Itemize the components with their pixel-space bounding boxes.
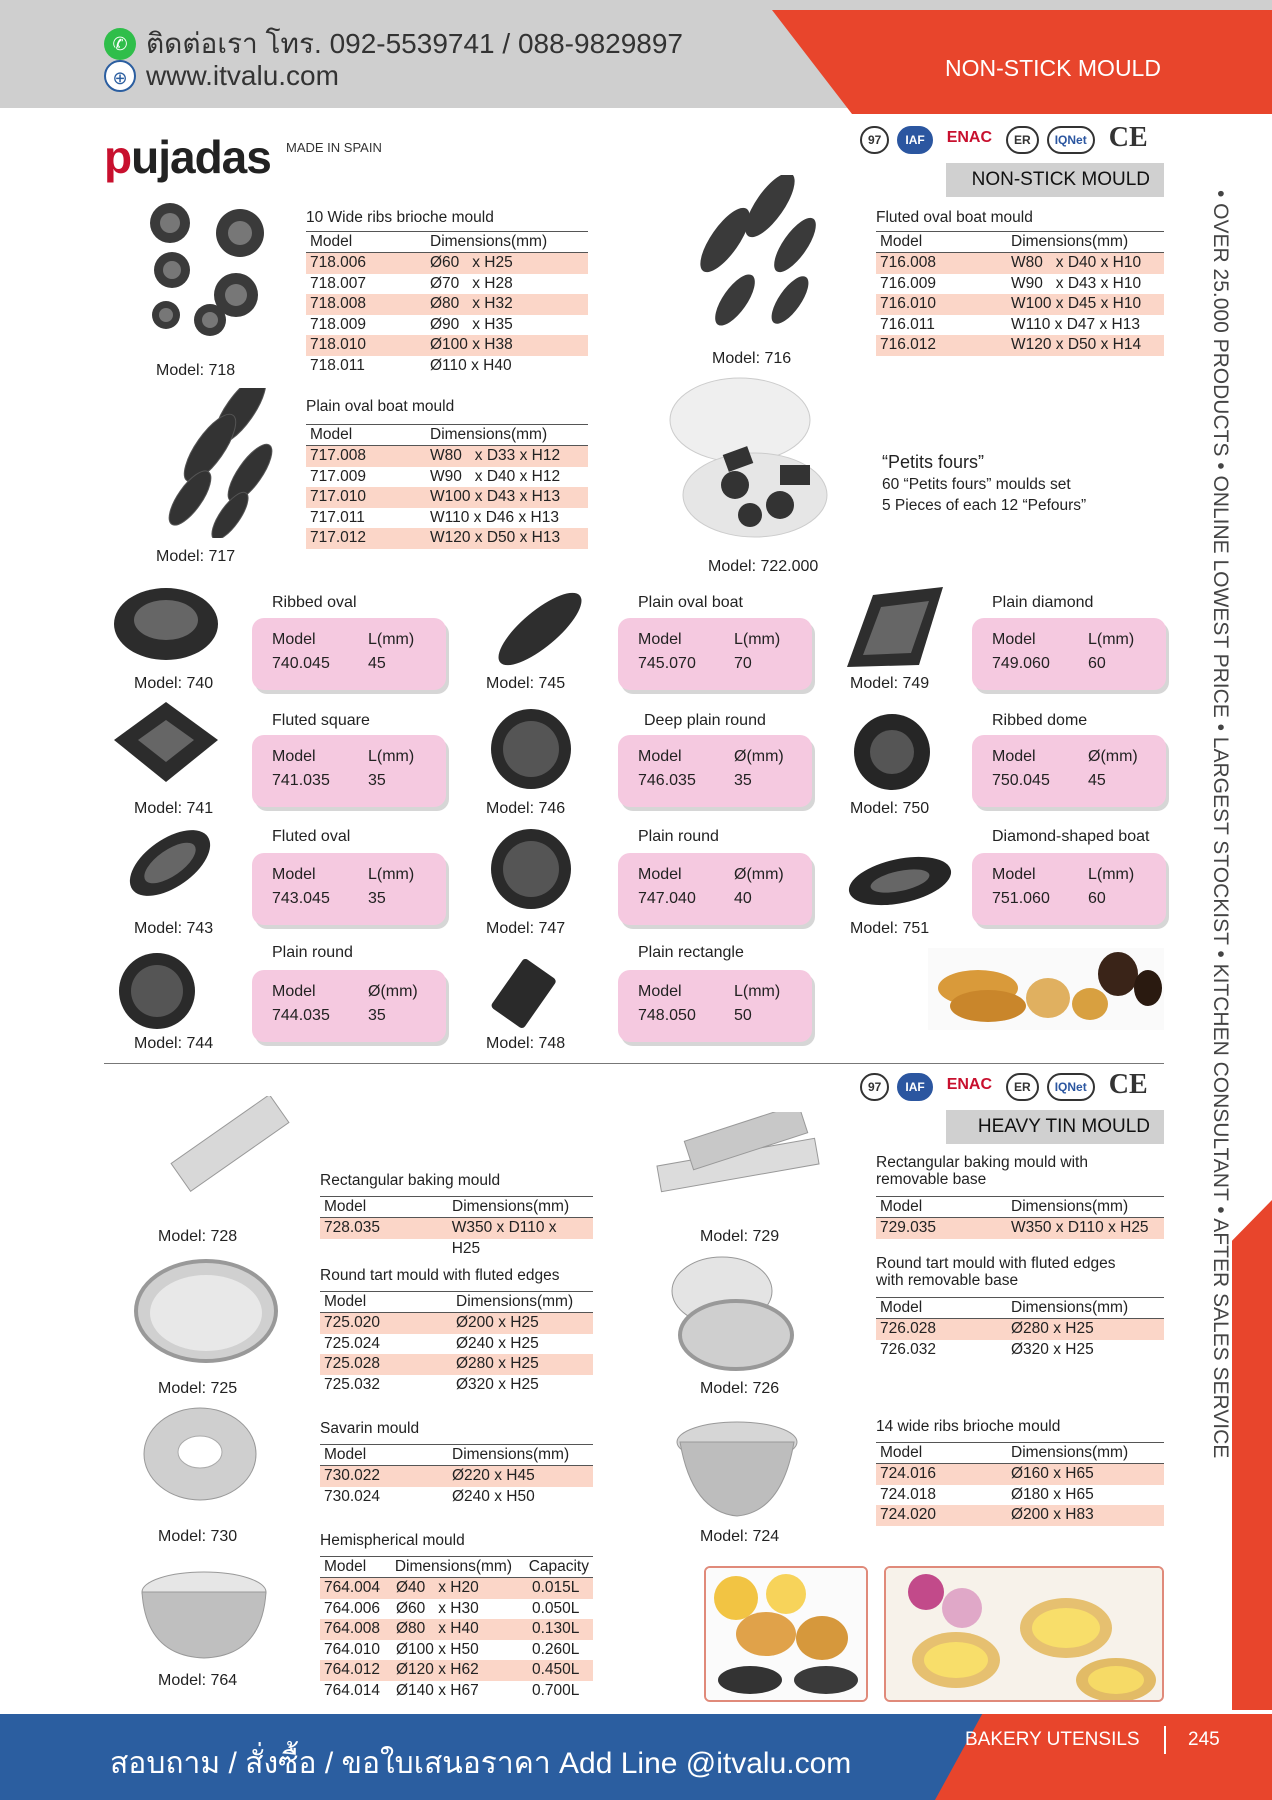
table-row: 716.008 W80 x D40 x H10 <box>876 253 1164 274</box>
table-row: 764.012 Ø120 x H62 0.450L <box>320 1660 593 1681</box>
model-label-726: Model: 726 <box>700 1380 780 1397</box>
table-row: 764.006 Ø60 x H30 0.050L <box>324 1599 580 1617</box>
cert-iqnet-icon: IQNet <box>1047 1073 1095 1101</box>
cert-logos-top <box>860 122 1154 154</box>
cert-97-icon: 97 <box>860 126 889 154</box>
product-724-image <box>672 1412 802 1522</box>
model-label-717: Model: 717 <box>156 548 236 565</box>
product-725-image <box>132 1255 280 1367</box>
mould-card-740: Model L(mm) 740.045 45 <box>252 618 446 690</box>
table-row: 725.028 Ø280 x H25 <box>320 1354 593 1375</box>
section-divider <box>104 1063 1164 1064</box>
card-title: Plain rectangle <box>638 944 744 961</box>
petits-title: “Petits fours” <box>882 452 985 472</box>
product-729-image <box>656 1112 822 1212</box>
table-718 <box>306 209 588 377</box>
product-728-image <box>160 1096 294 1196</box>
model-label-764: Model: 764 <box>158 1672 238 1689</box>
table-row: 764.010 Ø100 x H50 0.260L <box>324 1640 580 1658</box>
table-header: Model Dimensions(mm) <box>876 1442 1164 1464</box>
table-728 <box>320 1172 593 1257</box>
table-title: Savarin mould <box>320 1420 420 1437</box>
product-749-image <box>843 585 949 673</box>
sidebar-slogans: • OVER 25.000 PRODUCTS • ONLINE LOWEST PRICE • LARGEST STOCKIST • KITCHEN CONSULTANT • AFTER SALES SERVICE <box>1209 190 1232 1459</box>
mould-card-747: Model Ø(mm) 747.040 40 <box>618 853 812 925</box>
card-title: Plain diamond <box>992 594 1094 611</box>
table-row: 717.010 W100 x D43 x H13 <box>306 487 588 508</box>
model-label-729: Model: 729 <box>700 1228 780 1245</box>
card-title: Plain round <box>638 828 719 845</box>
card-title: Ribbed oval <box>272 594 357 611</box>
globe-icon: ⊕ <box>104 60 136 92</box>
table-row: 725.032 Ø320 x H25 <box>324 1375 539 1393</box>
model-label-741: Model: 741 <box>134 800 214 817</box>
card-title: Plain oval boat <box>638 594 743 611</box>
table-row: 718.008 Ø80 x H32 <box>306 294 588 315</box>
card-title: Plain round <box>272 944 353 961</box>
table-title: Round tart mould with fluted edges with removable base <box>876 1255 1116 1289</box>
cert-logos-bottom <box>860 1069 1154 1101</box>
card-title: Fluted oval <box>272 828 351 845</box>
table-725 <box>320 1267 593 1395</box>
model-label-751: Model: 751 <box>850 920 930 937</box>
table-row: 726.032 Ø320 x H25 <box>880 1340 1094 1358</box>
cert-ce-icon: CE <box>1103 1073 1154 1101</box>
cert-iaf-icon: IAF <box>897 126 932 154</box>
mould-card-748: Model L(mm) 748.050 50 <box>618 970 812 1042</box>
made-in-label: MADE IN SPAIN <box>286 140 382 155</box>
table-row: 717.011 W110 x D46 x H13 <box>310 508 559 526</box>
model-label-749: Model: 749 <box>850 675 930 692</box>
cert-er-icon: ER <box>1006 126 1039 154</box>
table-title: Rectangular baking mould with removable base <box>876 1154 1088 1188</box>
brand-logo: pujadas <box>104 131 271 183</box>
table-header: Model Dimensions(mm) <box>306 424 588 446</box>
table-title: 10 Wide ribs brioche mould <box>306 209 494 226</box>
table-title: Round tart mould with fluted edges <box>320 1267 560 1284</box>
model-label-748: Model: 748 <box>486 1035 566 1052</box>
table-row: 718.011 Ø110 x H40 <box>310 356 512 374</box>
table-header: Model Dimensions(mm) <box>306 231 588 253</box>
table-title: Hemispherical mould <box>320 1532 465 1549</box>
model-label-718: Model: 718 <box>156 362 236 379</box>
model-label-744: Model: 744 <box>134 1035 214 1052</box>
table-row: 718.007 Ø70 x H28 <box>310 274 513 292</box>
table-row: 724.018 Ø180 x H65 <box>880 1485 1094 1503</box>
table-row: 717.009 W90 x D40 x H12 <box>310 467 561 485</box>
mould-card-743: Model L(mm) 743.045 35 <box>252 853 446 925</box>
table-730 <box>320 1420 593 1507</box>
pastries-photo <box>928 948 1164 1030</box>
table-row: 716.011 W110 x D47 x H13 <box>880 315 1140 333</box>
tartlets-photo-1 <box>704 1566 868 1702</box>
table-row: 764.008 Ø80 x H40 0.130L <box>320 1619 593 1640</box>
table-row: 764.004 Ø40 x H20 0.015L <box>320 1578 593 1599</box>
petits-line1: 60 “Petits fours” moulds set <box>882 476 1071 493</box>
product-744-image <box>112 950 202 1032</box>
table-header: Model Dimensions(mm) <box>320 1444 593 1466</box>
table-title: Fluted oval boat mould <box>876 209 1033 226</box>
product-747-image <box>488 826 574 912</box>
model-label-725: Model: 725 <box>158 1380 238 1397</box>
model-label-722: Model: 722.000 <box>708 558 819 575</box>
product-745-image <box>485 585 595 673</box>
table-header: Model Dimensions(mm) <box>876 1196 1164 1218</box>
model-label-724: Model: 724 <box>700 1528 780 1545</box>
table-716 <box>876 209 1164 356</box>
table-row: 730.022 Ø220 x H45 <box>320 1466 593 1487</box>
model-label-740: Model: 740 <box>134 675 214 692</box>
table-729 <box>876 1154 1164 1239</box>
product-764-image <box>138 1568 270 1660</box>
section-tag-nonstick: NON-STICK MOULD <box>946 163 1164 197</box>
cert-enac-icon: ENAC <box>941 1073 998 1101</box>
table-row: 729.035 W350 x D110 x H25 <box>876 1218 1164 1239</box>
product-722-image <box>655 375 835 555</box>
header-category: NON-STICK MOULD <box>945 55 1161 81</box>
page-number: 245 <box>1188 1729 1220 1750</box>
product-730-image <box>140 1404 260 1504</box>
mould-card-751: Model L(mm) 751.060 60 <box>972 853 1166 925</box>
table-header: Model Dimensions(mm) <box>320 1291 593 1313</box>
footer-separator <box>1164 1726 1166 1754</box>
card-title: Ribbed dome <box>992 712 1088 729</box>
product-748-image <box>490 950 574 1034</box>
table-row: 724.020 Ø200 x H83 <box>876 1505 1164 1526</box>
table-row: 716.009 W90 x D43 x H10 <box>880 274 1142 292</box>
table-row: 716.012 W120 x D50 x H14 <box>876 335 1164 356</box>
mould-card-749: Model L(mm) 749.060 60 <box>972 618 1166 690</box>
product-750-image <box>850 710 934 794</box>
cert-enac-icon: ENAC <box>941 126 998 154</box>
model-label-728: Model: 728 <box>158 1228 238 1245</box>
table-row: 718.009 Ø90 x H35 <box>310 315 513 333</box>
website-link[interactable]: www.itvalu.com <box>146 60 339 91</box>
footer-line-contact[interactable]: สอบถาม / สั่งซื้อ / ขอใบเสนอราคา Add Line @itvalu.com <box>110 1747 852 1780</box>
table-title: Rectangular baking mould <box>320 1172 501 1189</box>
petits-line2: 5 Pieces of each 12 “Pefours” <box>882 497 1087 514</box>
product-716-image <box>680 175 830 335</box>
mould-card-746: Model Ø(mm) 746.035 35 <box>618 735 812 807</box>
mould-card-750: Model Ø(mm) 750.045 45 <box>972 735 1166 807</box>
table-header: Model Dimensions(mm) <box>876 231 1164 253</box>
table-row: 718.010 Ø100 x H38 <box>306 335 588 356</box>
model-label-743: Model: 743 <box>134 920 214 937</box>
phone-icon: ✆ <box>104 28 136 60</box>
cert-iaf-icon: IAF <box>897 1073 932 1101</box>
table-title: Plain oval boat mould <box>306 398 455 415</box>
product-726-image <box>666 1255 796 1375</box>
tartlets-photo-2 <box>884 1566 1164 1702</box>
table-row: 717.008 W80 x D33 x H12 <box>306 446 588 467</box>
card-title: Fluted square <box>272 712 370 729</box>
product-740-image <box>108 582 226 672</box>
product-717-image <box>150 388 280 538</box>
cert-97-icon: 97 <box>860 1073 889 1101</box>
cert-er-icon: ER <box>1006 1073 1039 1101</box>
table-row: 728.035 W350 x D110 x H25 <box>320 1218 593 1239</box>
table-row: 730.024 Ø240 x H50 <box>324 1487 535 1505</box>
sidebar-accent <box>1232 1200 1272 1710</box>
model-label-716: Model: 716 <box>712 350 792 367</box>
product-741-image <box>110 698 222 788</box>
model-label-730: Model: 730 <box>158 1528 238 1545</box>
contact-text: ติดต่อเรา โทร. 092-5539741 / 088-9829897 <box>146 28 684 59</box>
table-row: 716.010 W100 x D45 x H10 <box>876 294 1164 315</box>
table-title: 14 wide ribs brioche mould <box>876 1418 1061 1435</box>
product-743-image <box>118 818 222 908</box>
product-746-image <box>488 706 574 792</box>
footer-category: BAKERY UTENSILS <box>965 1729 1140 1750</box>
model-label-745: Model: 745 <box>486 675 566 692</box>
card-title: Deep plain round <box>644 712 766 729</box>
table-header: Model Dimensions(mm) <box>876 1297 1164 1319</box>
table-726 <box>876 1255 1164 1360</box>
table-row: 725.020 Ø200 x H25 <box>320 1313 593 1334</box>
website-line[interactable] <box>104 60 339 92</box>
section-tag-heavytin: HEAVY TIN MOULD <box>946 1110 1164 1144</box>
table-row: 724.016 Ø160 x H65 <box>876 1464 1164 1485</box>
table-header: Model Dimensions(mm) <box>320 1196 593 1218</box>
model-label-747: Model: 747 <box>486 920 566 937</box>
table-717 <box>306 398 588 549</box>
footer-accent <box>935 1714 1272 1800</box>
cert-iqnet-icon: IQNet <box>1047 126 1095 154</box>
mould-card-744: Model Ø(mm) 744.035 35 <box>252 970 446 1042</box>
table-row: 726.028 Ø280 x H25 <box>876 1319 1164 1340</box>
model-label-746: Model: 746 <box>486 800 566 817</box>
cert-ce-icon: CE <box>1103 126 1154 154</box>
product-718-image <box>140 195 280 345</box>
mould-card-741: Model L(mm) 741.035 35 <box>252 735 446 807</box>
card-title: Diamond-shaped boat <box>992 828 1150 845</box>
model-label-750: Model: 750 <box>850 800 930 817</box>
table-764 <box>320 1532 593 1702</box>
mould-card-745: Model L(mm) 745.070 70 <box>618 618 812 690</box>
product-751-image <box>845 848 955 914</box>
table-row: 725.024 Ø240 x H25 <box>324 1334 539 1352</box>
table-724 <box>876 1418 1164 1526</box>
table-row: 718.006 Ø60 x H25 <box>306 253 588 274</box>
table-row: 717.012 W120 x D50 x H13 <box>306 528 588 549</box>
table-header: Model Dimensions(mm) Capacity <box>320 1556 593 1578</box>
table-row: 764.014 Ø140 x H67 0.700L <box>324 1681 580 1699</box>
